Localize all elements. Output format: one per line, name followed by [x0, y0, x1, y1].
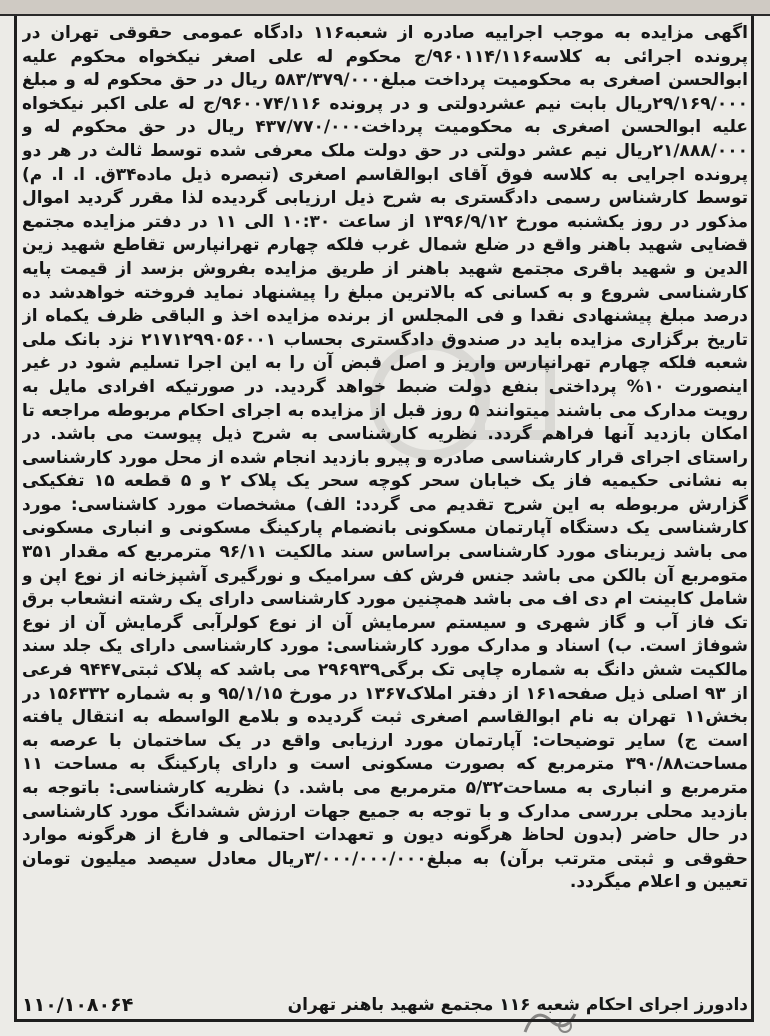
enforcement-officer-signature: دادورز اجرای احکام شعبه ۱۱۶ مجتمع شهید باهنر تهران — [287, 995, 748, 1015]
top-edge-strip — [0, 0, 770, 16]
auction-notice-text: اگهی مزایده به موجب اجراییه صادره از شعبه۱۱۶ دادگاه عمومی حقوقی تهران در پرونده اجرائی به کلاسه۹۶۰۱۱۴/۱۱۶/ج محکوم له علی اصغر نیکخواه محکوم علیه ابوالحسن اصغری به محکومیت پرداخت مبلغ۵۸۳/۳۷۹/۰۰۰ ریال در حق محکوم له و مبلغ ۲۹/۱۶۹/۰۰۰ریال بابت نیم عشردولتی و در پرونده ۹۶۰۰۷۴/۱۱۶/ج له علی اکبر نیکخواه علیه ابوالحسن اصغری به محکومیت پرداخت۴۳۷/۷۷۰/۰۰۰ ریال در حق محکوم له و ۲۱/۸۸۸/۰۰۰ریال نیم عشر دولتی در حق دولت ملک معرفی شده توسط ثالث در هر دو پرونده اجرایی به کلاسه فوق آقای ابوالقاسم اصغری (تبصره ذیل ماده۳۴ق. ا. ا. م) توسط کارشناس رسمی دادگستری به شرح ذیل ارزیابی گردیده لذا مقرر گردید اموال مذکور در روز یکشنبه مورخ ۱۳۹۶/۹/۱۲ از ساعت ۱۰:۳۰ الی ۱۱ در دفتر مزایده مجتمع قضایی شهید باهنر واقع در ضلع شمال غرب فلکه چهارم تهرانپارس تقاطع شهید زین الدین و شهید باقری مجتمع شهید باهنر از طریق مزایده بفروش بزسد از قیمت پایه کارشناسی شروع و به کسانی که بالاترین مبلغ را پیشنهاد نماید فروخته خواهدشد ده درصد مبلغ پیشنهادی نقدا و فی المجلس از برنده مزایده اخذ و الباقی ظرف یکماه از تاریخ برگزاری مزایده باید در صندوق دادگستری بحساب ۲۱۷۱۲۹۹۰۵۶۰۰۱ نزد بانک ملی شعبه فلکه چهارم تهرانپارس واریز و اصل قبض آن را به این اجرا تسلیم شود در غیر اینصورت ۱۰% پرداختی بنفع دولت ضبط خواهد گردید. در صورتیکه افرادی مایل به رویت مدارک می باشند میتوانند ۵ روز قبل از مزایده به اجرای احکام مربوطه مراجعه تا امکان بازدید آنها فراهم گردد. نظریه کارشناسی به شرح ذیل پیوست می باشد. در راستای اجرای قرار کارشناسی صادره و پیرو بازدید انجام شده از محل مورد کارشناسی به نشانی حکیمیه فاز یک خیابان سحر کوچه سحر یک پلاک ۲ و ۵ قطعه ۱۵ تفکیکی گزارش مربوطه به این شرح تقدیم می گردد: الف) مشخصات مورد کاشناسی: مورد کارشناسی یک دستگاه آپارتمان مسکونی بانضمام پارکینگ مسکونی و انباری مسکونی می باشد زیربنای مورد کارشناسی براساس سند مالکیت ۹۶/۱۱ مترمربع که مقدار ۳۵۱ متومربع آن بالکن می باشد جنس فرش کف سرامیک و نورگیری آشپزخانه از نوع اپن و شامل کابینت ام دی اف می باشد همچنین مورد کارشناسی دارای یک رشته انشعاب برق تک فاز آب و گاز شهری و سیستم سرمایش آن از نوع کولرآبی گرمایش آن از نوع شوفاژ است. ب) اسناد و مدارک مورد کارشناسی: مورد کارشناسی دارای یک جلد سند مالکیت شش دانگ به شماره چاپی تک برگی۲۹۶۹۳۹ می باشد که پلاک ثبتی۹۴۴۷ فرعی از ۹۳ اصلی ذیل صفحه۱۶۱ از دفتر املاک۱۳۶۷ در مورخ ۹۵/۱/۱۵ و به شماره ۱۵۶۳۳۲ در بخش۱۱ تهران به نام ابوالقاسم اصغری ثبت گردیده و بلامع الواسطه به انتقال یافته است ج) سایر توضیحات: آپارتمان مورد ارزیابی واقع در یک ساختمان با عرصه به مساحت۳۹۰/۸۸ مترمربع که بصورت مسکونی است و دارای پارکینگ به مساحت ۱۱ مترمربع و انباری به مساحت۵/۳۲ مترمربع می باشد. د) نظریه کارشناسی: باتوجه به بازدید محلی بررسی مدارک و با توجه به جمیع جهات ارزش ششدانگ مورد کارشناسی در حال حاضر (بدون لحاظ هرگونه دیون و تعهدات احتمالی و فارغ از هرگونه موارد حقوقی و ثبتی مترتب برآن) به مبلغ۳/۰۰۰/۰۰۰/۰۰۰ریال معادل سیصد میلیون تومان تعیین و اعلام میگردد. — [22, 23, 748, 893]
notice-reference-code: ۱۱۰/۱۰۸۰۶۴ — [22, 994, 134, 1016]
stamp-mark-icon — [520, 1004, 580, 1036]
notice-footer — [22, 990, 748, 1020]
